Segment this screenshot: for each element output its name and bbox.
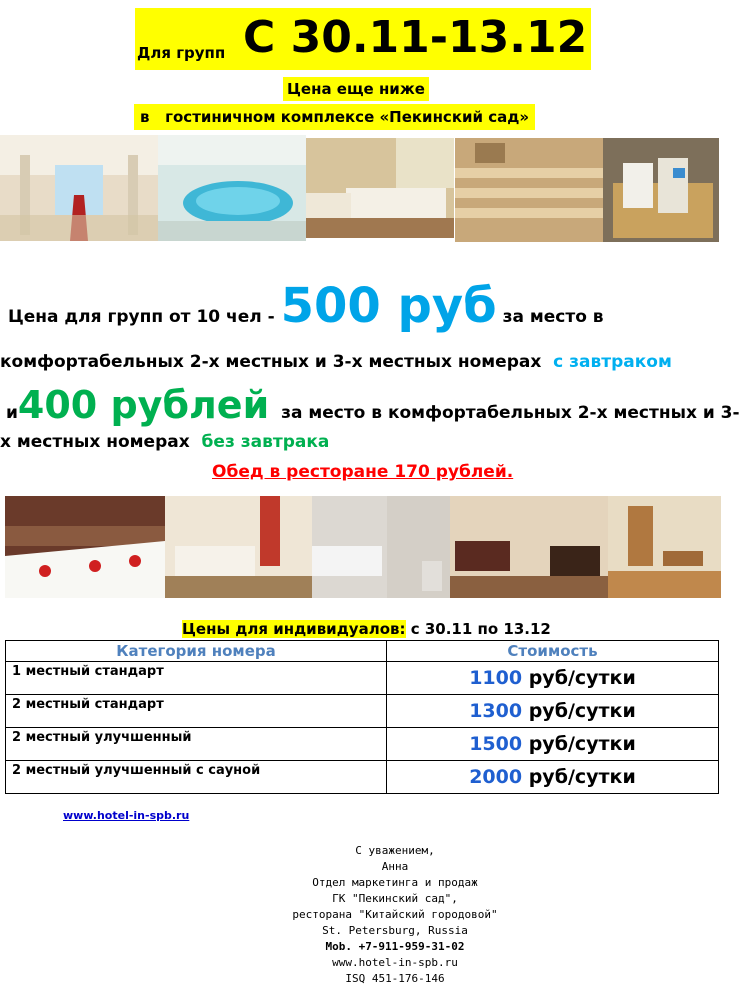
room-category: 2 местный улучшенный с сауной (6, 761, 387, 794)
table-row (6, 695, 719, 728)
table-row (6, 728, 719, 761)
signature-location: St. Petersburg, Russia (322, 924, 468, 937)
price-lower-label: Цена еще ниже (283, 77, 429, 101)
table-row (6, 662, 719, 695)
individuals-title-highlight: Цены для индивидуалов: (182, 620, 406, 638)
price-value: 1500 (469, 733, 523, 755)
price-value: 1100 (469, 667, 523, 689)
price-table (5, 640, 719, 794)
offer-line-1-suffix: за место в (502, 307, 604, 327)
offer-line-1 (8, 278, 738, 334)
room-photo (165, 496, 312, 598)
signature-block (250, 843, 540, 987)
room-price (387, 728, 719, 761)
dining-room-photo (608, 496, 721, 598)
price-500: 500 руб (280, 278, 497, 334)
price-unit: руб/сутки (522, 733, 636, 755)
signature-name: Анна (381, 860, 409, 873)
offer-and: и (6, 403, 18, 423)
offer-line-1-prefix: Цена для групп от 10 чел - (8, 307, 275, 327)
offer-line-2 (0, 352, 672, 372)
room-category: 2 местный улучшенный (6, 728, 387, 761)
amenities-photo (603, 138, 719, 242)
price-column-header: Стоимость (387, 641, 719, 662)
restaurant-photo (5, 496, 165, 598)
with-breakfast: с завтраком (553, 352, 672, 372)
room-price (387, 695, 719, 728)
lobby-photo (0, 135, 158, 241)
lunch-note: Обед в ресторане 170 рублей. (212, 462, 514, 482)
signature-company: ГК "Пекинский сад", (332, 892, 458, 905)
offer-line-3-suffix: за место в комфортабельных 2-х местных и 3- (281, 403, 740, 423)
price-value: 2000 (469, 766, 523, 788)
living-room-photo (450, 496, 608, 598)
without-breakfast: без завтрака (201, 432, 330, 452)
price-unit: руб/сутки (522, 766, 636, 788)
table-header-row (6, 641, 719, 662)
pool-photo (158, 135, 306, 241)
signature-regards: С уважением, (355, 844, 435, 857)
signature-icq: ISQ 451-176-146 (345, 972, 445, 985)
signature-restaurant: ресторана "Китайский городовой" (292, 908, 498, 921)
room-price (387, 761, 719, 794)
signature-phone: Mob. +7-911-959-31-02 (325, 940, 465, 953)
room-category: 1 местный стандарт (6, 662, 387, 695)
bathroom-photo (312, 496, 450, 598)
bedroom-photo (306, 138, 454, 238)
header-dates-banner (135, 8, 591, 70)
individuals-title (182, 620, 551, 638)
groups-label: Для групп (137, 44, 226, 62)
website-link[interactable]: www.hotel-in-spb.ru (63, 809, 190, 822)
dates-title: С 30.11-13.12 (243, 12, 588, 63)
signature-website: www.hotel-in-spb.ru (332, 956, 458, 969)
room-price (387, 662, 719, 695)
hotel-line: в гостиничном комплексе «Пекинский сад» (134, 104, 535, 130)
offer-line-4-text: х местных номерах (0, 432, 190, 452)
category-column-header: Категория номера (6, 641, 387, 662)
signature-department: Отдел маркетинга и продаж (312, 876, 478, 889)
price-unit: руб/сутки (522, 667, 636, 689)
room-category: 2 местный стандарт (6, 695, 387, 728)
price-400: 400 рублей (17, 383, 270, 427)
price-unit: руб/сутки (522, 700, 636, 722)
offer-line-2-text: комфортабельных 2-х местных и 3-х местных номерах (0, 352, 542, 372)
table-row (6, 761, 719, 794)
sauna-photo (455, 138, 603, 242)
individuals-dates: с 30.11 по 13.12 (405, 620, 551, 638)
offer-line-4 (0, 432, 329, 452)
price-value: 1300 (469, 700, 523, 722)
offer-line-3 (6, 383, 740, 427)
